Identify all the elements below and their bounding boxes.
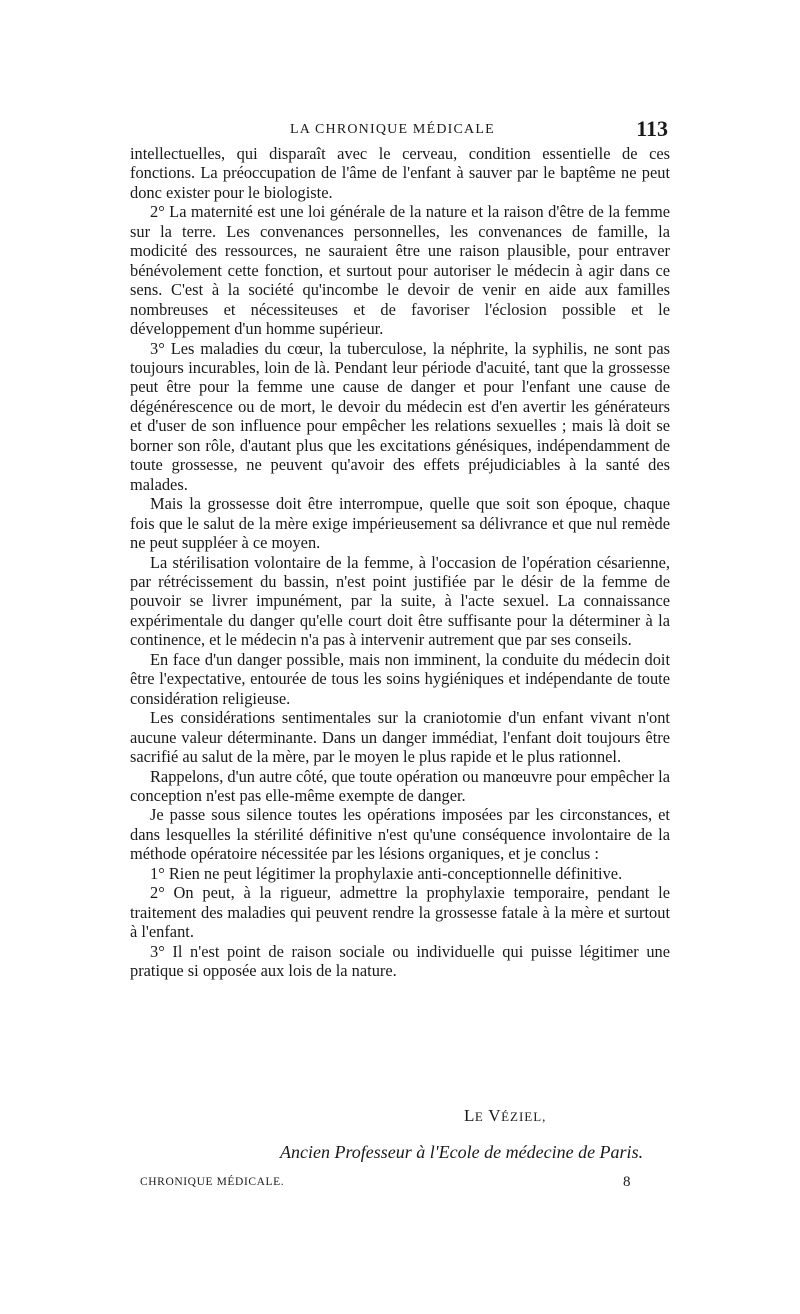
paragraph-craniotomie: Les considérations sentimentales sur la craniotomie d'un enfant vivant n'ont aucune valeur déterminante. Dans un danger immédiat, l'enfant doit toujours être sacrifié au salut de la mère, par le moyen le plus rapide et le plus rationnel. xyxy=(130,708,670,767)
footer-journal-title: CHRONIQUE MÉDICALE. xyxy=(140,1176,285,1188)
paragraph-operations: Je passe sous silence toutes les opérations imposées par les circonstances, et dans lesquelles la stérilité définitive n'est qu'une conséquence involontaire de la méthode opératoire nécessitée par les lésions organiques, et je conclus : xyxy=(130,805,670,864)
signature-mark: 8 xyxy=(623,1174,631,1190)
author-name xyxy=(464,1106,546,1126)
running-header xyxy=(130,116,670,144)
page xyxy=(130,116,670,1196)
page-number: 113 xyxy=(636,116,668,141)
paragraph-maternite: 2° La maternité est une loi générale de la nature et la raison d'être de la femme sur la terre. Les convenances personnelles, les convenances de famille, la modicité des ressources, ne sauraient être une raison plausible, pour entraver bénévolement cette fonction, et surtout pour autoriser le médecin à agir dans ce sens. C'est à la société qu'incombe le devoir de venir en aide aux familles nombreuses et nécessiteuses et de favoriser l'éclosion possible et le développement d'un homme supérieur. xyxy=(130,202,670,339)
conclusion-2: 2° On peut, à la rigueur, admettre la prophylaxie temporaire, pendant le traitement des maladies qui peuvent rendre la grossesse fatale à la mère et surtout à l'enfant. xyxy=(130,883,670,942)
conclusion-3: 3° Il n'est point de raison sociale ou individuelle qui puisse légitimer une pratique si opposée aux lois de la nature. xyxy=(130,941,670,981)
author-title: Ancien Professeur à l'Ecole de médecine de Paris. xyxy=(280,1142,644,1162)
paragraph-rappelons: Rappelons, d'un autre côté, que toute opération ou manœuvre pour empêcher la conception n'est pas elle-même exempte de danger. xyxy=(130,766,670,805)
author-name-initial: L xyxy=(464,1106,475,1125)
running-title: LA CHRONIQUE MÉDICALE xyxy=(290,122,495,137)
paragraph-sterilisation: La stérilisation volontaire de la femme, à l'occasion de l'opération césarienne, par rétrécissement du bassin, n'est point justifiée par le désir de la femme de pouvoir se livrer impunément, par la suite, à l'acte sexuel. La connaissance expérimentale du danger qu'elle court doit être suffisante pour la déterminer à la continence, et le médecin n'a pas à intervenir autrement que par ses conseils. xyxy=(130,552,670,650)
conclusion-1: 1° Rien ne peut légitimer la prophylaxie anti-conceptionnelle définitive. xyxy=(150,863,623,883)
body-text xyxy=(130,144,670,980)
author-surname-rest: ÉZIEL, xyxy=(501,1109,547,1124)
paragraph-maladies: 3° Les maladies du cœur, la tuberculose, la néphrite, la syphilis, ne sont pas toujours incurables, loin de là. Pendant leur période d'acuité, tant que la grossesse peut être pour la femme une cause de danger et pour l'enfant une cause de dégénérescence ou de mort, le devoir du médecin est d'en avertir les générateurs et d'user de son influence pour empêcher les relations sexuelles ; mais là doit se borner son rôle, d'autant plus que les excitations génésiques, indépendamment de toute grossesse, ne peuvent qu'avoir des effets préjudiciables à la santé des malades. xyxy=(130,338,670,494)
paragraph-continuation: intellectuelles, qui disparaît avec le cerveau, condition essentielle de ces fonctions. La préoccupation de l'âme de l'enfant à sauver par le baptême ne peut donc exister pour le biologiste. xyxy=(130,144,670,202)
page-footer xyxy=(130,1174,670,1196)
paragraph-danger-possible: En face d'un danger possible, mais non imminent, la conduite du médecin doit être l'expectative, entourée de tous les soins hygiéniques et indépendante de toute considération religieuse. xyxy=(130,649,670,708)
author-name-rest: E xyxy=(474,1109,484,1124)
paragraph-grossesse-interrompue: Mais la grossesse doit être interrompue, quelle que soit son époque, chaque fois que le salut de la mère exige impérieusement sa délivrance et que nul remède ne peut suppléer à ce moyen. xyxy=(130,494,670,553)
author-surname-initial: V xyxy=(488,1106,502,1125)
